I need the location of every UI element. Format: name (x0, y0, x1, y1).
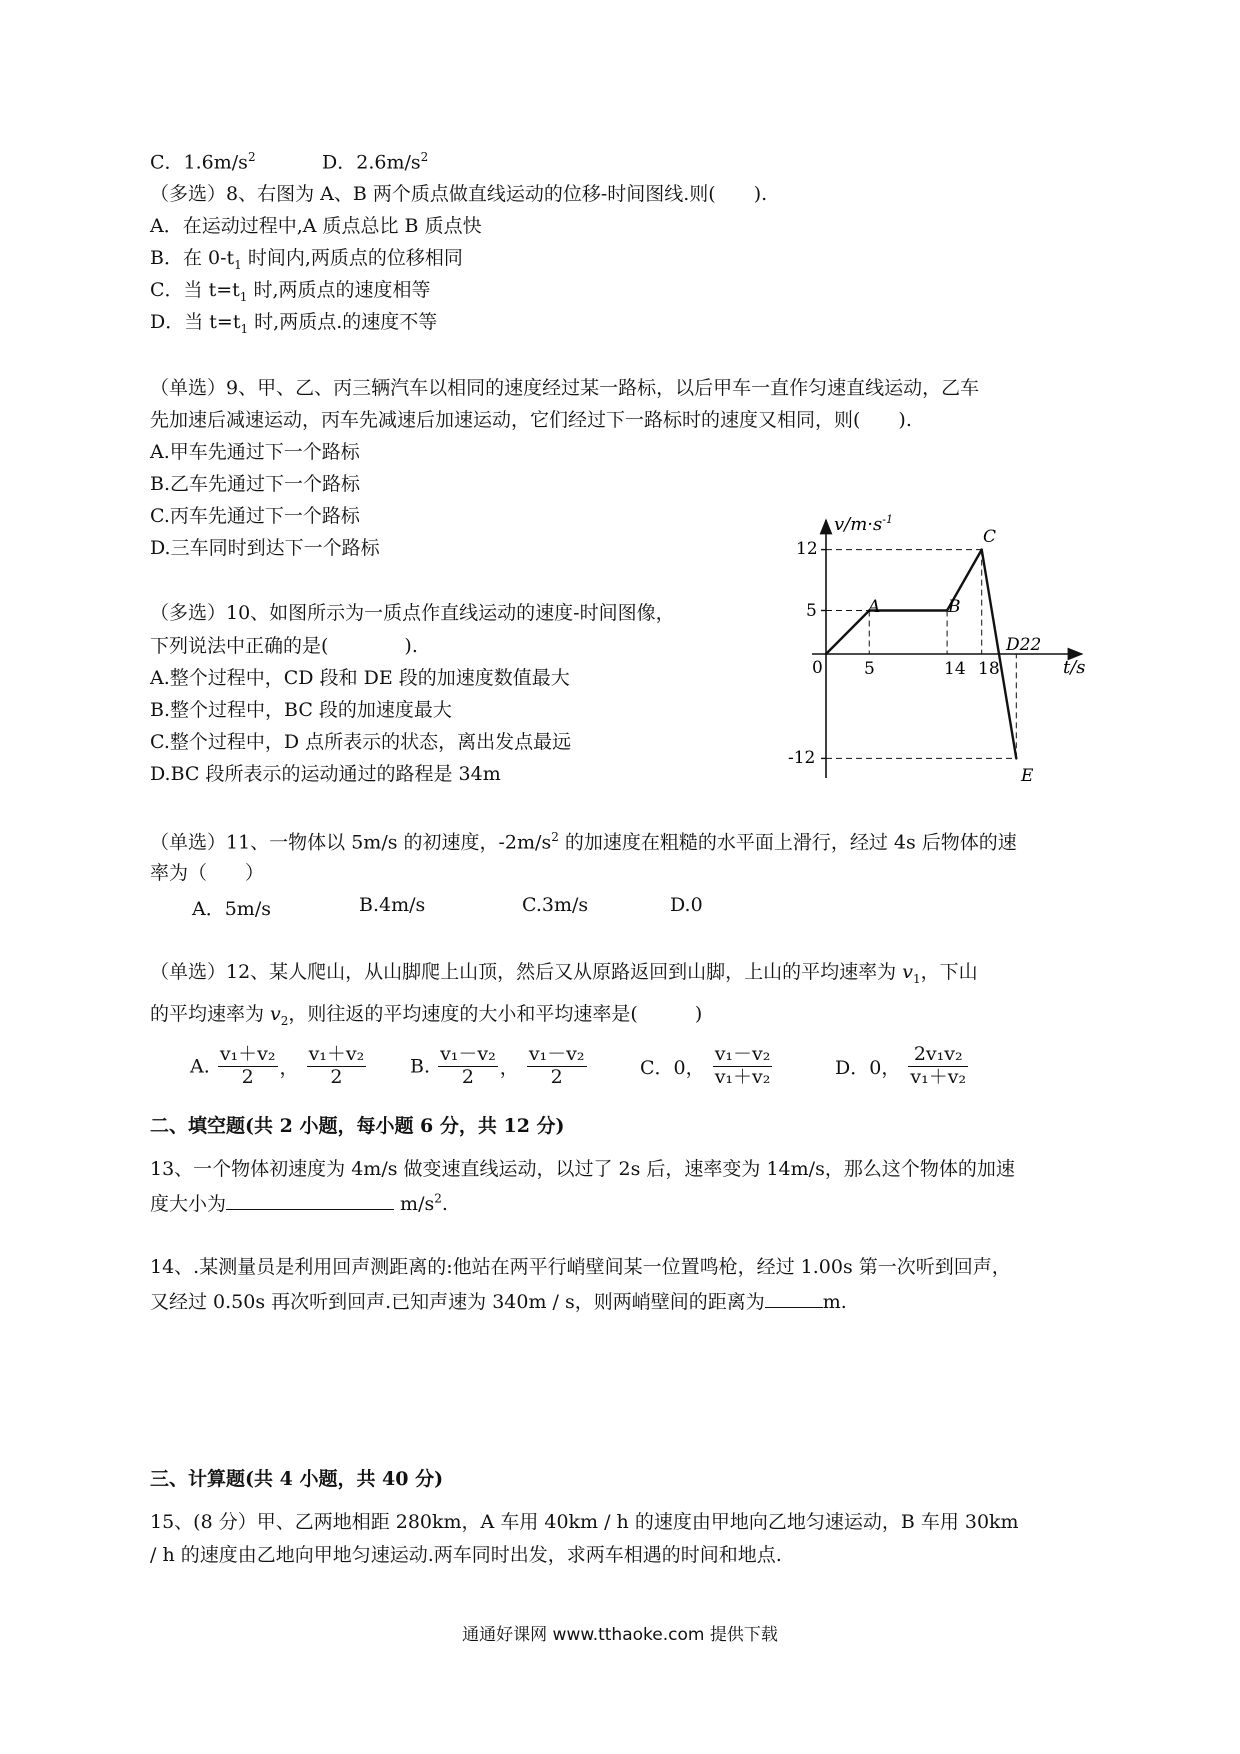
segment-DE (999, 654, 1016, 758)
q11-option-d: D.0 (670, 894, 703, 916)
q11-stem-line1: （单选）11、一物体以 5m/s 的初速度，$-2m/s^2$ 的加速度在粗糙的水平面上滑行，经过 4s 后物体的速 (150, 830, 1017, 854)
q10-stem-line1: （多选）10、如图所示为一质点作直线运动的速度-时间图像， (150, 602, 675, 624)
q15-stem-line2: / h 的速度由乙地向甲地匀速运动.两车同时出发，求两车相遇的时间和地点. (150, 1544, 782, 1566)
q13-answer-blank[interactable] (226, 1191, 394, 1210)
segment-CD (982, 550, 999, 654)
point-label-a: A (868, 597, 881, 617)
q12-stem-line2: 的平均速率为 $v_2$，则往返的平均速度的大小和平均速率是( ) (150, 1003, 703, 1028)
y-tick-label-neg12: -12 (788, 748, 816, 768)
q9-option-d: D.三车同时到达下一个路标 (150, 537, 380, 559)
page-footer: 通通好课网 www.tthaoke.com 提供下载 (462, 1625, 778, 1645)
q15-stem-line1: 15、(8 分）甲、乙两地相距 280km，A 车用 40km / h 的速度由甲地向乙地匀速运动，B 车用 30km (150, 1511, 1019, 1533)
x-tick-label-18: 18 (978, 659, 1000, 679)
y-tick-label-5: 5 (806, 601, 817, 621)
q8-option-a: A．在运动过程中,A 质点总比 B 质点快 (150, 215, 482, 237)
point-label-d: D22 (1006, 635, 1042, 655)
q10-option-a: A.整个过程中，CD 段和 DE 段的加速度数值最大 (150, 667, 570, 689)
q8-stem: （多选）8、右图为 A、B 两个质点做直线运动的位移-时间图线.则( ). (150, 183, 768, 205)
q7-option-c: C．$1.6m/s^2$ (150, 150, 256, 174)
q14-answer-blank[interactable] (765, 1289, 823, 1308)
q11-option-a: A．5m/s (192, 898, 271, 920)
q10-stem-line2: 下列说法中正确的是( ). (150, 635, 418, 657)
q11-option-b: B.4m/s (359, 894, 426, 916)
y-axis-label: $v/m\cdot s^{-1}$ (834, 513, 893, 535)
x-axis-label: t/s (1063, 657, 1086, 678)
q9-option-c: C.丙车先通过下一个路标 (150, 505, 360, 527)
q11-stem-line2: 率为（ ） (150, 862, 265, 884)
q7-option-d: D．$2.6m/s^2$ (322, 150, 429, 174)
velocity-time-graph (780, 510, 1100, 790)
q9-option-a: A.甲车先通过下一个路标 (150, 441, 360, 463)
section-3-heading: 三、计算题(共 4 小题，共 40 分) (150, 1468, 444, 1490)
q9-stem-line2: 先加速后减速运动，丙车先减速后加速运动，它们经过下一路标时的速度又相同，则( ). (150, 409, 912, 431)
q9-stem-line1: （单选）9、甲、乙、丙三辆汽车以相同的速度经过某一路标，以后甲车一直作匀速直线运动，乙车 (150, 377, 980, 399)
q10-option-c: C.整个过程中，D 点所表示的状态，离出发点最远 (150, 731, 572, 753)
y-tick-label-12: 12 (796, 539, 818, 559)
q12-option-d: D．0， $\frac{\text{2v₁v₂}}{\text{v₁＋v₂}}$ (835, 1043, 967, 1088)
q12-stem-line1: （单选）12、某人爬山，从山脚爬上山顶，然后又从原路返回到山脚，上山的平均速率为 $v_1$，下山 (150, 961, 978, 986)
q14-stem-line1: 14、.某测量员是利用回声测距离的:他站在两平行峭壁间某一位置鸣枪，经过 1.00s 第一次听到回声， (150, 1256, 1011, 1278)
q13-stem-line1: 13、一个物体初速度为 4m/s 做变速直线运动，以过了 2s 后，速率变为 14m/s，那么这个物体的加速 (150, 1158, 1015, 1180)
q12-option-a: A. $\frac{\text{v₁＋v₂}}{2}$ ， $\frac{\text{v₁＋v₂}}{2}$ (190, 1043, 365, 1088)
q12-option-b: B. $\frac{\text{v₁－v₂}}{2}$ ， $\frac{\text{v₁－v₂}}{2}$ (410, 1043, 585, 1088)
q10-option-b: B.整个过程中，BC 段的加速度最大 (150, 699, 452, 721)
x-tick-label-5: 5 (864, 659, 875, 679)
q8-option-d: D．当 $t=t_1$ 时,两质点.的速度不等 (150, 311, 438, 336)
q14-stem-line2: 又经过 0.50s 再次听到回声.已知声速为 340m / s，则两峭壁间的距离为 m. (150, 1291, 847, 1313)
q11-option-c: C.3m/s (522, 894, 589, 916)
point-label-c: C (983, 527, 997, 547)
q9-option-b: B.乙车先通过下一个路标 (150, 473, 361, 495)
point-label-b: B (948, 597, 961, 617)
q8-option-c: C．当 $t=t_1$ 时,两质点的速度相等 (150, 279, 431, 304)
origin-label: 0 (812, 658, 823, 678)
section-2-heading: 二、填空题(共 2 小题，每小题 6 分，共 12 分) (150, 1115, 565, 1137)
x-tick-label-14: 14 (944, 659, 966, 679)
q8-option-b: B．在 $0-t_1$ 时间内,两质点的位移相同 (150, 247, 463, 272)
q13-stem-line2: 度大小为 $m/s^2$. (150, 1191, 448, 1215)
segment-OA (826, 611, 869, 655)
q12-option-c: C．0， $\frac{\text{v₁－v₂}}{\text{v₁＋v₂}}$ (640, 1043, 771, 1088)
q10-option-d: D.BC 段所表示的运动通过的路程是 34m (150, 763, 501, 785)
point-label-e: E (1021, 766, 1034, 786)
